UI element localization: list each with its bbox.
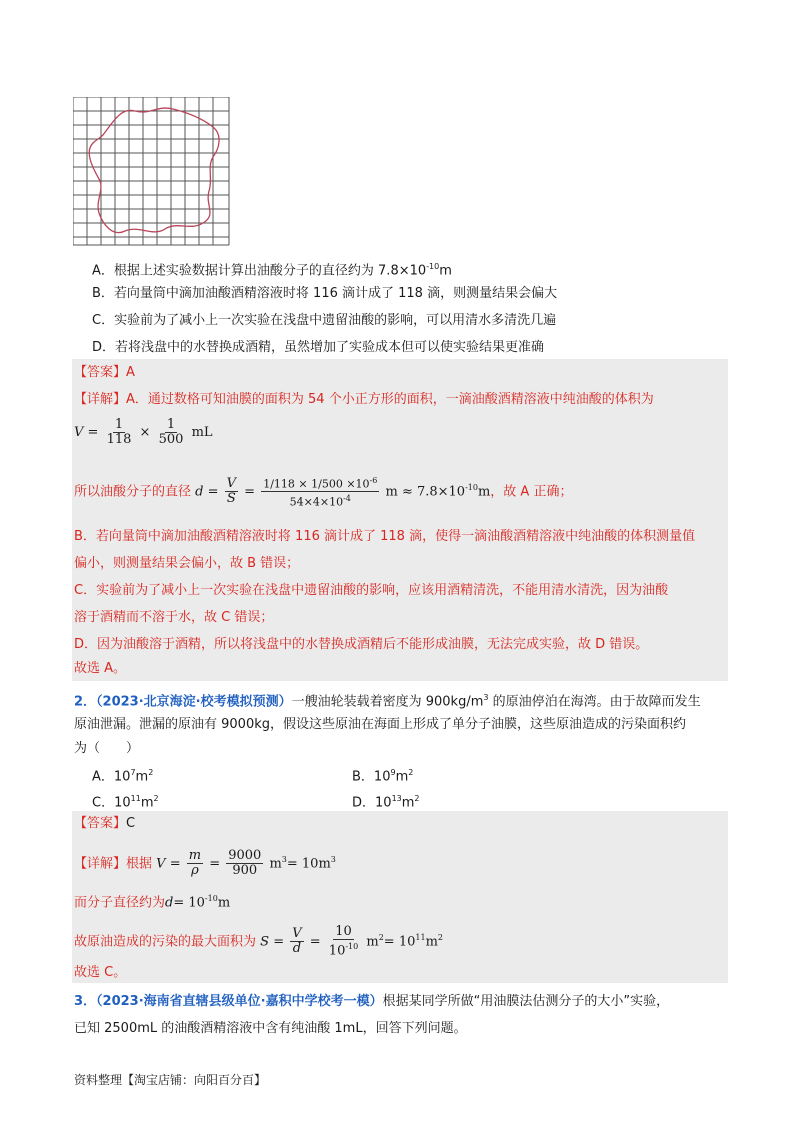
- detail-text: 溶于酒精而不溶于水，故 C 错误；: [74, 610, 274, 625]
- unit: m: [425, 934, 438, 950]
- q2-option-d: [352, 790, 420, 812]
- oil-film-grid-svg: [73, 97, 233, 247]
- option-letter: D．: [92, 340, 116, 355]
- exponent: 3: [281, 855, 287, 864]
- numerator: V: [226, 476, 237, 492]
- oil-film-grid-figure: [73, 97, 233, 251]
- unit: m: [477, 484, 491, 500]
- option-unit: m: [395, 769, 409, 785]
- oil-film-outline: [89, 108, 219, 233]
- detail-text: 所以油酸分子的直径: [74, 484, 192, 500]
- answer-value: C: [126, 816, 136, 831]
- detail-text: 而分子直径约为: [74, 895, 166, 911]
- unit-exponent: 2: [414, 794, 420, 803]
- fraction-m-rho: [187, 849, 203, 878]
- numerator: 1: [114, 417, 124, 432]
- exponent: 2: [437, 933, 443, 942]
- symbol-V: V: [156, 856, 166, 872]
- option-text: 实验前为了减小上一次实验在浅盘中遗留油酸的影响，可以用清水多清洗几遍: [114, 313, 557, 328]
- q1-detail-c-line1: [74, 582, 668, 600]
- numerator: 1/118 × 1/500 ×10: [263, 477, 370, 491]
- detail-text: 根据: [126, 856, 153, 872]
- q1-option-d: [92, 339, 544, 357]
- equals: =: [87, 425, 99, 440]
- numerator: 10: [335, 924, 352, 940]
- option-text: 若向量筒中滴加油酸酒精溶液时将 116 滴计成了 118 滴，则测量结果会偏大: [113, 286, 558, 301]
- fraction-1-118: [105, 418, 134, 447]
- option-exponent: -10: [426, 262, 440, 271]
- q1-detail-b-line2: [74, 555, 299, 573]
- q3-stem-line1: [74, 993, 669, 1011]
- q2-area-formula: 故原油造成的污染的最大面积为 S = $\frac{V}{d}$ = $\frac{10}{10^{-10}}$ $m^2= 10^{11}m^2$: [74, 924, 443, 959]
- unit: m: [269, 856, 282, 872]
- exponent: 3: [483, 693, 489, 702]
- answer-value: A: [126, 365, 135, 380]
- exponent: 11: [415, 933, 426, 942]
- detail-text: ，故 A 正确；: [490, 484, 573, 500]
- q2-answer: [74, 815, 135, 833]
- unit: mL: [191, 425, 213, 440]
- q1-option-c: [92, 312, 556, 330]
- answer-tag: 【答案】: [74, 365, 127, 380]
- detail-tag: 【详解】: [74, 856, 127, 872]
- option-letter: D．: [352, 795, 376, 811]
- exponent: -4: [343, 494, 351, 504]
- denominator: d: [292, 941, 302, 957]
- option-unit: m: [140, 795, 154, 811]
- stem-text: 的原油停泊在海湾。由于故障而发生: [488, 694, 701, 710]
- result: = 10m: [286, 856, 331, 872]
- detail-text: 偏小，则测量结果会偏小，故 B 错误；: [74, 556, 300, 571]
- q2-option-c: [92, 790, 159, 812]
- option-base: 10: [114, 795, 131, 811]
- q1-detail-b-line1: [74, 528, 695, 546]
- option-unit: m: [439, 263, 452, 279]
- conclusion-text: 故选 A。: [74, 661, 127, 676]
- exponent: -10: [204, 894, 218, 903]
- option-letter: A．: [92, 769, 114, 785]
- fraction-area: [327, 925, 360, 958]
- option-exponent: 13: [391, 794, 402, 803]
- question-number: 2．: [74, 694, 97, 710]
- option-exponent: 7: [130, 768, 136, 777]
- q1-detail-a: [74, 391, 654, 409]
- q3-stem-line2: [74, 1020, 467, 1038]
- q1-detail-c-line2: [74, 609, 273, 627]
- stem-text: 为（ ）: [74, 741, 140, 756]
- unit-exponent: 2: [153, 794, 159, 803]
- fraction-V-S: [225, 477, 238, 506]
- exponent: -10: [345, 942, 359, 952]
- stem-text: 一艘油轮装载着密度为 900kg/m: [291, 694, 484, 710]
- option-text: 根据上述实验数据计算出油酸分子的直径约为 7.8×10: [113, 263, 427, 279]
- option-unit: m: [135, 769, 149, 785]
- question-number: 3．: [74, 994, 97, 1009]
- fraction-V-d: [290, 927, 303, 956]
- numerator: 9000: [228, 848, 262, 864]
- denominator: 54×4×10: [289, 495, 344, 509]
- q1-answer: [74, 364, 135, 382]
- denominator: 10: [328, 943, 346, 959]
- q1-option-b: [92, 285, 557, 303]
- page-footer: [74, 1071, 266, 1089]
- unit-exponent: 2: [408, 768, 414, 777]
- stem-text: 已知 2500mL 的油酸酒精溶液中含有纯油酸 1mL，回答下列问题。: [74, 1021, 467, 1036]
- option-exponent: 11: [130, 794, 141, 803]
- result: m ≈ 7.8×10: [385, 484, 466, 500]
- footer-text: 资料整理【淘宝店铺：向阳百分百】: [74, 1073, 267, 1087]
- symbol-d: d: [165, 895, 174, 911]
- option-letter: C．: [92, 795, 115, 811]
- numerator: 1: [166, 417, 176, 432]
- option-base: 10: [373, 769, 391, 785]
- conclusion-text: 故选 C。: [74, 965, 127, 980]
- detail-text: D．因为油酸溶于酒精，所以将浅盘中的水替换成酒精后不能形成油膜，无法完成实验，故 D 错误。: [74, 637, 649, 652]
- unit: m: [366, 934, 379, 950]
- q1-option-a: [92, 258, 452, 280]
- value: = 10: [173, 895, 205, 911]
- symbol-d: d: [195, 484, 204, 500]
- q2-diameter: [74, 890, 230, 912]
- q2-option-a: [92, 764, 153, 786]
- denominator: ρ: [191, 863, 199, 879]
- option-text: 若将浅盘中的水替换成酒精，虽然增加了实验成本但可以使实验结果更准确: [115, 340, 545, 355]
- fraction-1-500: [157, 418, 186, 447]
- option-letter: B．: [92, 286, 114, 301]
- question-source: （2023·北京海淀·校考模拟预测）: [96, 694, 292, 710]
- denominator: 500: [158, 432, 184, 447]
- q2-stem-line2: [74, 716, 686, 734]
- symbol-S: S: [260, 934, 270, 950]
- question-source: （2023·海南省直辖县级单位·嘉积中学校考一模）: [96, 994, 383, 1009]
- stem-text: 根据某同学所做“用油膜法估测分子的大小”实验，: [382, 994, 670, 1009]
- fraction-9000-900: [226, 849, 263, 878]
- numerator: m: [188, 848, 202, 864]
- option-exponent: 9: [390, 768, 396, 777]
- result: = 10: [383, 934, 416, 950]
- q2-volume-formula: 【详解】根据 V = $\frac{m}{\rho}$ = $\frac{9000}{900}$ $m^3= 10m^3$: [74, 848, 336, 879]
- unit: m: [217, 895, 231, 911]
- q2-stem-line1: [74, 689, 701, 711]
- answer-tag: 【答案】: [74, 816, 127, 831]
- detail-text: B．若向量筒中滴加油酸酒精溶液时将 116 滴计成了 118 滴，使得一滴油酸酒精溶液中纯油酸的体积测量值: [74, 529, 696, 544]
- exponent: -6: [369, 475, 378, 485]
- times: ×: [139, 425, 151, 440]
- q2-stem-line3: [74, 740, 139, 758]
- detail-tag: 【详解】: [74, 392, 127, 407]
- detail-text: 故原油造成的污染的最大面积为: [74, 934, 257, 950]
- detail-text: C．实验前为了减小上一次实验在浅盘中遗留油酸的影响，应该用酒精清洗，不能用清水清洗，因为油酸: [74, 583, 669, 598]
- symbol-V: V: [74, 425, 84, 440]
- option-letter: C．: [92, 313, 115, 328]
- unit-exponent: 2: [148, 768, 154, 777]
- exponent: 3: [330, 855, 336, 864]
- option-letter: A．: [92, 263, 114, 279]
- exponent: 2: [378, 933, 384, 942]
- denominator: S: [226, 491, 236, 507]
- option-base: 10: [375, 795, 392, 811]
- q2-conclusion: [74, 964, 126, 982]
- stem-text: 原油泄漏。泄漏的原油有 9000kg，假设这些原油在海面上形成了单分子油膜，这些原油造成的污染面积约: [74, 717, 686, 732]
- q1-diameter-formula: 所以油酸分子的直径 d = $\frac{V}{S}$ = $\frac{1/118 \times 1/500 \times 10^{-6}}{54\times 4\times 10^{-4}}$ $m \approx 7.8\times 10^{-10}m$，故 A 正确；: [74, 475, 573, 509]
- exponent: -10: [465, 483, 478, 492]
- q1-volume-formula: [74, 418, 213, 448]
- denominator: 900: [232, 863, 258, 879]
- fraction-diameter: [261, 474, 379, 510]
- option-unit: m: [401, 795, 415, 811]
- option-base: 10: [113, 769, 131, 785]
- detail-text: A．通过数格可知油膜的面积为 54 个小正方形的面积，一滴油酸酒精溶液中纯油酸的体积为: [126, 392, 654, 407]
- option-letter: B．: [352, 769, 374, 785]
- numerator: V: [292, 926, 302, 942]
- q1-conclusion: [74, 660, 126, 678]
- q2-option-b: [352, 764, 413, 786]
- q1-detail-d: [74, 636, 648, 654]
- denominator: 118: [106, 432, 132, 447]
